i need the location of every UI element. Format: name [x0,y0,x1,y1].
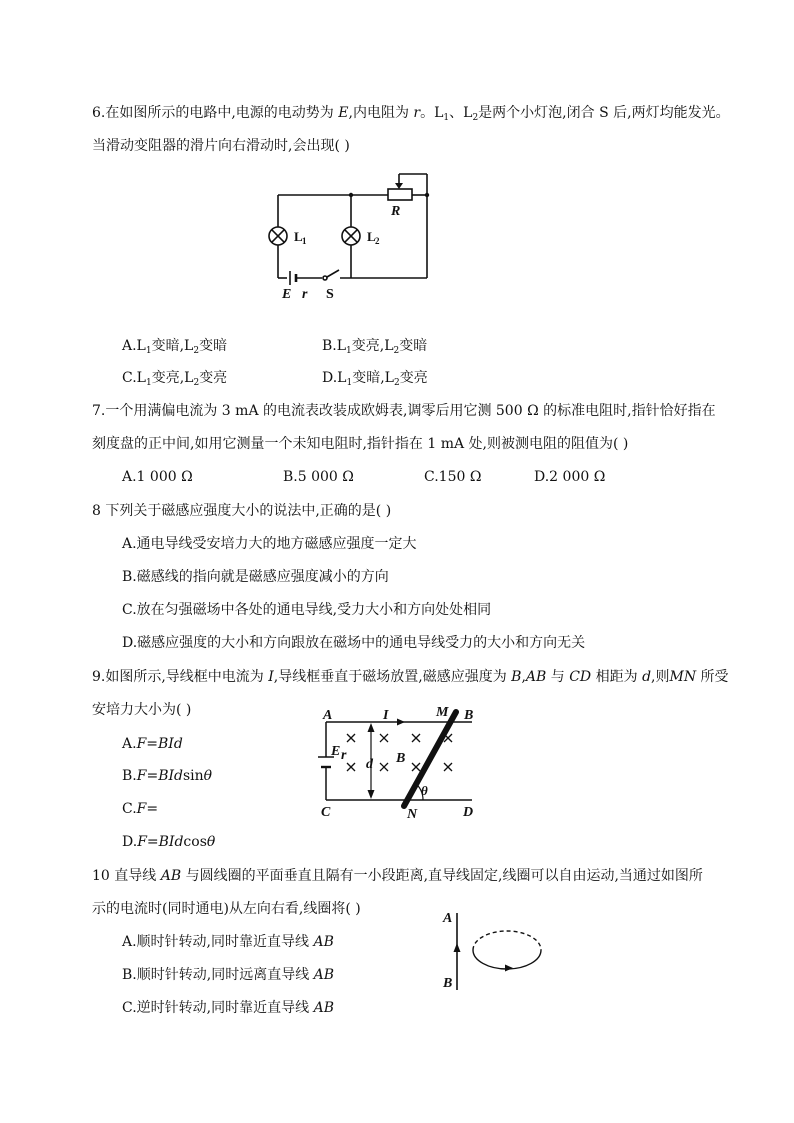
q6-fig-label-r: r [302,287,308,302]
q8-option-c[interactable]: C.放在匀强磁场中各处的通电导线,受力大小和方向处处相同 [122,602,492,618]
q6-fig-label-L2: L [367,229,376,244]
q10-fig-label-A: A [443,911,453,926]
q9-stem-line2: 安培力大小为( ) [92,702,192,718]
q8-stem: 8 下列关于磁感应强度大小的说法中,正确的是( ) [92,503,392,519]
q6-option-c[interactable]: $C.L_1$变亮$,L_2$变亮 [122,370,228,388]
q9-stem-line1: 9.如图所示,导线框中电流为 I,导线框垂直于磁场放置,磁感应强度为 B,AB 与 CD 相距为 d,则MN 所受 [92,669,729,685]
q10-stem-line2: 示的电流时(同时通电)从左向右看,线圈将( ) [92,901,361,917]
q6-fig-label-L1-sub: 1 [302,236,307,246]
q7-stem-line1: 7.一个用满偏电流为 3 mA 的电流表改装成欧姆表,调零后用它测 500 Ω 的标准电阻时,指针恰好指在 [92,403,716,419]
q7-option-a[interactable]: A.1 000 Ω [122,469,193,485]
q10-option-a[interactable]: A.顺时针转动,同时靠近直导线 AB [122,934,334,950]
q6-fig-label-L2-sub: 2 [375,236,380,246]
q9-fig-label-M: M [436,705,449,720]
q10-option-c[interactable]: C.逆时针转动,同时靠近直导线 AB [122,1000,334,1016]
q9-fig-label-d: d [366,757,373,772]
q6-fig-label-L1: L [294,229,303,244]
q9-option-a[interactable]: A.F=BId [122,736,183,752]
q9-option-d[interactable]: D.F=BIdcosθ [122,834,216,850]
q9-fig-label-A: A [323,708,333,723]
q9-fig-label-B: B [464,708,474,723]
q6-fig-label-S: S [326,287,334,302]
q6-fig-label-R: R [391,204,401,219]
q9-fig-label-D: D [463,805,474,820]
q10-option-b[interactable]: B.顺时针转动,同时远离直导线 AB [122,967,335,983]
q7-option-c[interactable]: C.150 Ω [424,469,482,485]
q9-option-b[interactable]: B.F=BIdsinθ [122,768,213,784]
q6-stem-line1: 6.在如图所示的电路中,电源的电动势为 E,内电阻为 r。$L_1$、$L_2$是两个小灯泡,闭合 S 后,两灯均能发光。 [92,105,730,123]
q9-fig-label-I: I [383,708,389,723]
q8-option-b[interactable]: B.磁感线的指向就是磁感应强度减小的方向 [122,569,389,585]
q6-option-a[interactable]: $A.L_1$变暗$,L_2$变暗 [122,338,228,356]
q9-option-c[interactable]: C.F= [122,801,159,817]
q6-option-d[interactable]: $D.L_1$变暗$,L_2$变亮 [322,370,428,388]
q9-fig-label-C: C [321,805,331,820]
q6-fig-label-E: E [282,287,292,302]
q9-fig-label-B-field: B [396,751,406,766]
q7-stem-line2: 刻度盘的正中间,如用它测量一个未知电阻时,指针指在 1 mA 处,则被测电阻的阻值为( ) [92,436,629,452]
q10-stem-line1: 10 直导线 AB 与圆线圈的平面垂直且隔有一小段距离,直导线固定,线圈可以自由运动,当通过如图所 [92,868,703,884]
q8-option-a[interactable]: A.通电导线受安培力大的地方磁感应强度一定大 [122,536,417,552]
q7-option-b[interactable]: B.5 000 Ω [283,469,354,485]
q6-option-b[interactable]: $B.L_1$变亮$,L_2$变暗 [322,338,428,356]
q6-stem-line2: 当滑动变阻器的滑片向右滑动时,会出现( ) [92,138,350,154]
q9-fig-label-E: E [331,744,341,759]
q10-fig-label-B: B [443,976,453,991]
q9-fig-label-r: r [341,748,347,763]
q8-option-d[interactable]: D.磁感应强度的大小和方向跟放在磁场中的通电导线受力的大小和方向无关 [122,635,586,651]
q9-fig-label-N: N [407,807,418,822]
q9-fig-label-theta: θ [421,783,428,798]
q7-option-d[interactable]: D.2 000 Ω [534,469,606,485]
